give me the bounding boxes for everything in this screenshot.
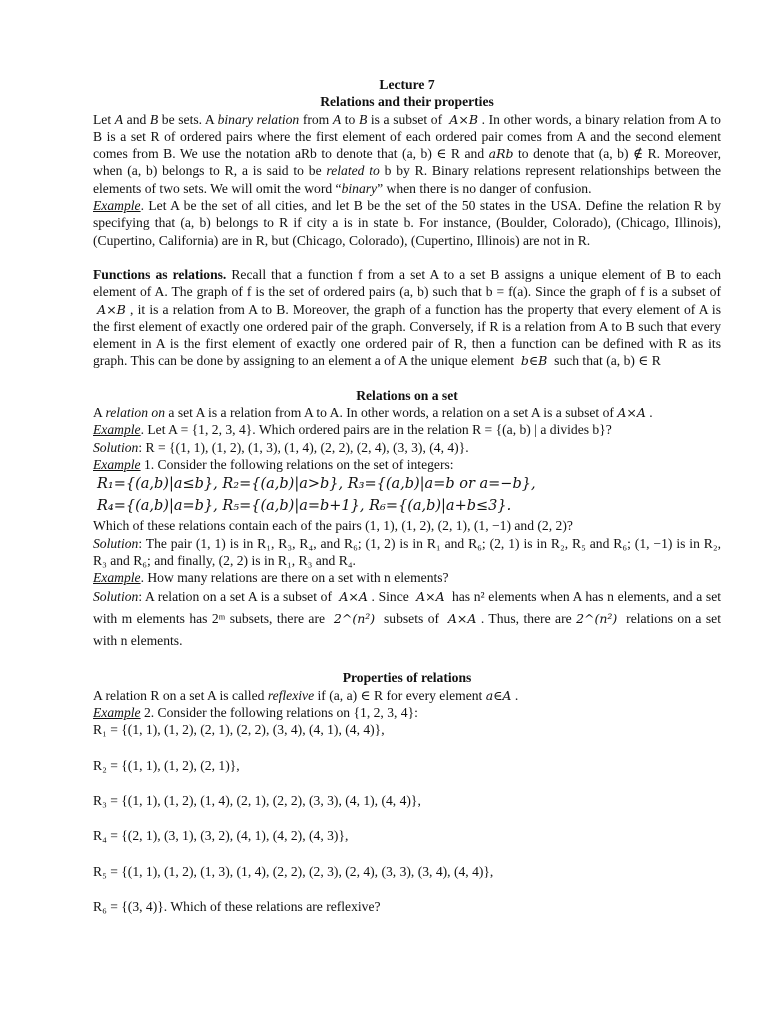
- var-A: A: [332, 111, 342, 127]
- relations-on-set-heading: Relations on a set: [356, 387, 458, 403]
- text-run: to: [341, 111, 359, 127]
- relation-R6: R₆ = {(3, 4)}. Which of these relations are reflexive?: [93, 898, 381, 914]
- relation-R1: R₁ = {(1, 1), (1, 2), (2, 1), (2, 2), (3, 4), (4, 1), (4, 4)},: [93, 722, 385, 738]
- text-run: . Thus, there are: [480, 611, 577, 627]
- math-AxA: A×A: [416, 589, 445, 605]
- text-run: be sets. A: [158, 111, 218, 127]
- text-run: A relation R on a set A is called: [93, 687, 268, 703]
- term-binary: binary: [341, 180, 378, 196]
- functions-heading: Functions as relations.: [93, 266, 227, 282]
- text-run: : A relation on a set A is a subset of: [138, 589, 336, 605]
- text-run: : R = {(1, 1), (1, 2), (1, 3), (1, 4), (2, 2), (2, 4), (3, 3), (4, 4)}.: [138, 439, 469, 455]
- text-run: from: [299, 111, 333, 127]
- text-run: Let: [93, 111, 115, 127]
- lecture-title: Lecture 7: [379, 77, 435, 92]
- var-A: A: [114, 111, 124, 127]
- math-AxB: A×B: [449, 111, 479, 127]
- properties-heading: Properties of relations: [342, 670, 472, 686]
- text-run: has n² elements when A has n elements, and a set with m elements has 2ᵐ subsets, there are: [93, 589, 722, 627]
- math-two-power-n-squared: 2^(n²): [333, 611, 376, 627]
- term-related-to: related to: [326, 163, 380, 179]
- relation-R4: R₄ = {(2, 1), (3, 1), (3, 2), (4, 1), (4, 2), (4, 3)},: [93, 828, 349, 844]
- text-run: and: [123, 111, 150, 127]
- section-title: Relations and their properties: [320, 94, 494, 110]
- text-run: : The pair (1, 1) is in R₁, R₃, R₄, and R₆; (1, 2) is in R₁ and R₆; (2, 1) is in R₂, R₅ and R₆; (1, −1) is in R₂, R₃ and R₆; and finally, (2, 2) is in R₁, R₃ and R₄.: [93, 535, 721, 568]
- relation-R5: R₅ = {(1, 1), (1, 2), (1, 3), (1, 4), (2, 2), (2, 3), (2, 4), (3, 3), (3, 4), (4, 4)},: [93, 863, 494, 879]
- example-label: Example: [93, 422, 141, 438]
- math-two-power-n-squared: 2^(n²): [576, 611, 618, 627]
- example-count-relations: [93, 569, 721, 586]
- text-run: is a subset of: [367, 111, 446, 127]
- text-run: if (a, a) ∈ R for every element: [314, 687, 486, 703]
- text-run: . Since: [371, 589, 413, 605]
- example-cities-states: [93, 197, 721, 249]
- text-run: A: [93, 405, 106, 421]
- intro-paragraph: [93, 111, 721, 197]
- text-run: to denote that (a, b) ∉ R. Moreover, when (a, b) belongs to R, a is said to be: [93, 146, 721, 179]
- text-run: subsets of: [379, 611, 444, 627]
- relations-formula-line-1: R₁={(a,b)|a≤b}, R₂={(a,b)|a>b}, R₃={(a,b)|a=b or a=−b},: [97, 476, 536, 493]
- solution-count-relations: [93, 586, 721, 652]
- text-run: .: [514, 687, 519, 703]
- term-reflexive: reflexive: [267, 687, 315, 703]
- example-label: Example: [93, 570, 141, 586]
- term-relation-on: relation on: [105, 405, 166, 421]
- var-B: B: [149, 111, 159, 127]
- text-run: . Let A = {1, 2, 3, 4}. Which ordered pairs are in the relation R = {(a, b) | a divides b}?: [140, 422, 612, 438]
- reflexive-definition: [93, 687, 721, 704]
- math-aRb: aRb: [488, 146, 514, 162]
- text-run: 1. Consider the following relations on the set of integers:: [140, 456, 454, 472]
- example-divides: [93, 421, 721, 438]
- relation-R2: R₂ = {(1, 1), (1, 2), (2, 1)},: [93, 757, 240, 773]
- example-label: Example: [93, 705, 141, 721]
- document-page: [93, 76, 721, 915]
- solution-label: Solution: [93, 439, 139, 455]
- term-binary-relation: binary relation: [217, 111, 300, 127]
- text-run: b by R. Binary relations represent relationships between the elements of two sets. We will omit the word “: [93, 163, 721, 196]
- text-run: a set A is a relation from A to A. In other words, a relation on a set A is a subset of: [165, 405, 618, 421]
- text-run: ” when there is no danger of confusion.: [377, 180, 592, 196]
- math-AxB: A×B: [97, 301, 126, 317]
- var-B: B: [358, 111, 368, 127]
- relations-on-set-paragraph: [93, 404, 721, 421]
- functions-paragraph: [93, 266, 721, 370]
- math-b-in-B: b∈B: [520, 353, 548, 369]
- relations-formula-line-2: R₄={(a,b)|a=b}, R₅={(a,b)|a=b+1}, R₆={(a,b)|a+b≤3}.: [97, 498, 512, 515]
- math-AxA: A×A: [339, 589, 368, 605]
- solution-label: Solution: [93, 589, 139, 605]
- text-run: . Let A be the set of all cities, and let B be the set of the 50 states in the USA. Define the relation R by specifying that (a, b) belongs to R if city a is in state b. For instance, (Boulder, Colorado), (Chicago, Illinois), (Cupertino, California) are in R, but (Chicago, Colorado), (Cupertino, Illinois) are not in R.: [93, 198, 721, 248]
- math-AxA: A×A: [617, 405, 646, 421]
- math-a-in-A: a∈A: [485, 687, 512, 703]
- question-pairs: Which of these relations contain each of the pairs (1, 1), (1, 2), (2, 1), (1, −1) and (2, 2)?: [93, 518, 573, 534]
- text-run: . In other words, a binary relation from A to B is a set R of ordered pairs where the first element of each ordered pair comes from A and the second element comes from B. We use the notation aRb to denote that (a, b) ∈ R and: [93, 111, 721, 162]
- text-run: , it is a relation from A to B. Moreover, the graph of a function has the property that every element of A is the first element of exactly one ordered pair of the graph. Conversely, if R is a relation from A to B such that every element in A is the first element of exactly one ordered pair of R, then a function can be defined with R as its graph. This can be done by assigning to an element a of A the unique element: [93, 301, 721, 369]
- example-integers: [93, 456, 721, 473]
- solution-label: Solution: [93, 535, 139, 551]
- solution-pairs: [93, 535, 721, 570]
- relation-R3: R₃ = {(1, 1), (1, 2), (1, 4), (2, 1), (2, 2), (3, 3), (4, 1), (4, 4)},: [93, 792, 421, 808]
- solution-divides: [93, 439, 721, 456]
- example-label: Example: [93, 198, 141, 214]
- text-run: 2. Consider the following relations on {1, 2, 3, 4}:: [140, 705, 418, 721]
- text-run: such that (a, b) ∈ R: [550, 353, 661, 369]
- example-label: Example: [93, 456, 141, 472]
- text-run: .: [649, 405, 653, 421]
- text-run: Recall that a function f from a set A to a set B assigns a unique element of B to each element of A. The graph of f is the set of ordered pairs (a, b) such that b = f(a). Since the graph of f is a subset of: [93, 266, 721, 300]
- text-run: . How many relations are there on a set with n elements?: [140, 570, 449, 586]
- math-AxA: A×A: [447, 611, 477, 627]
- example-reflexive: [93, 704, 721, 721]
- text-run: relations on a set with n elements.: [93, 611, 721, 649]
